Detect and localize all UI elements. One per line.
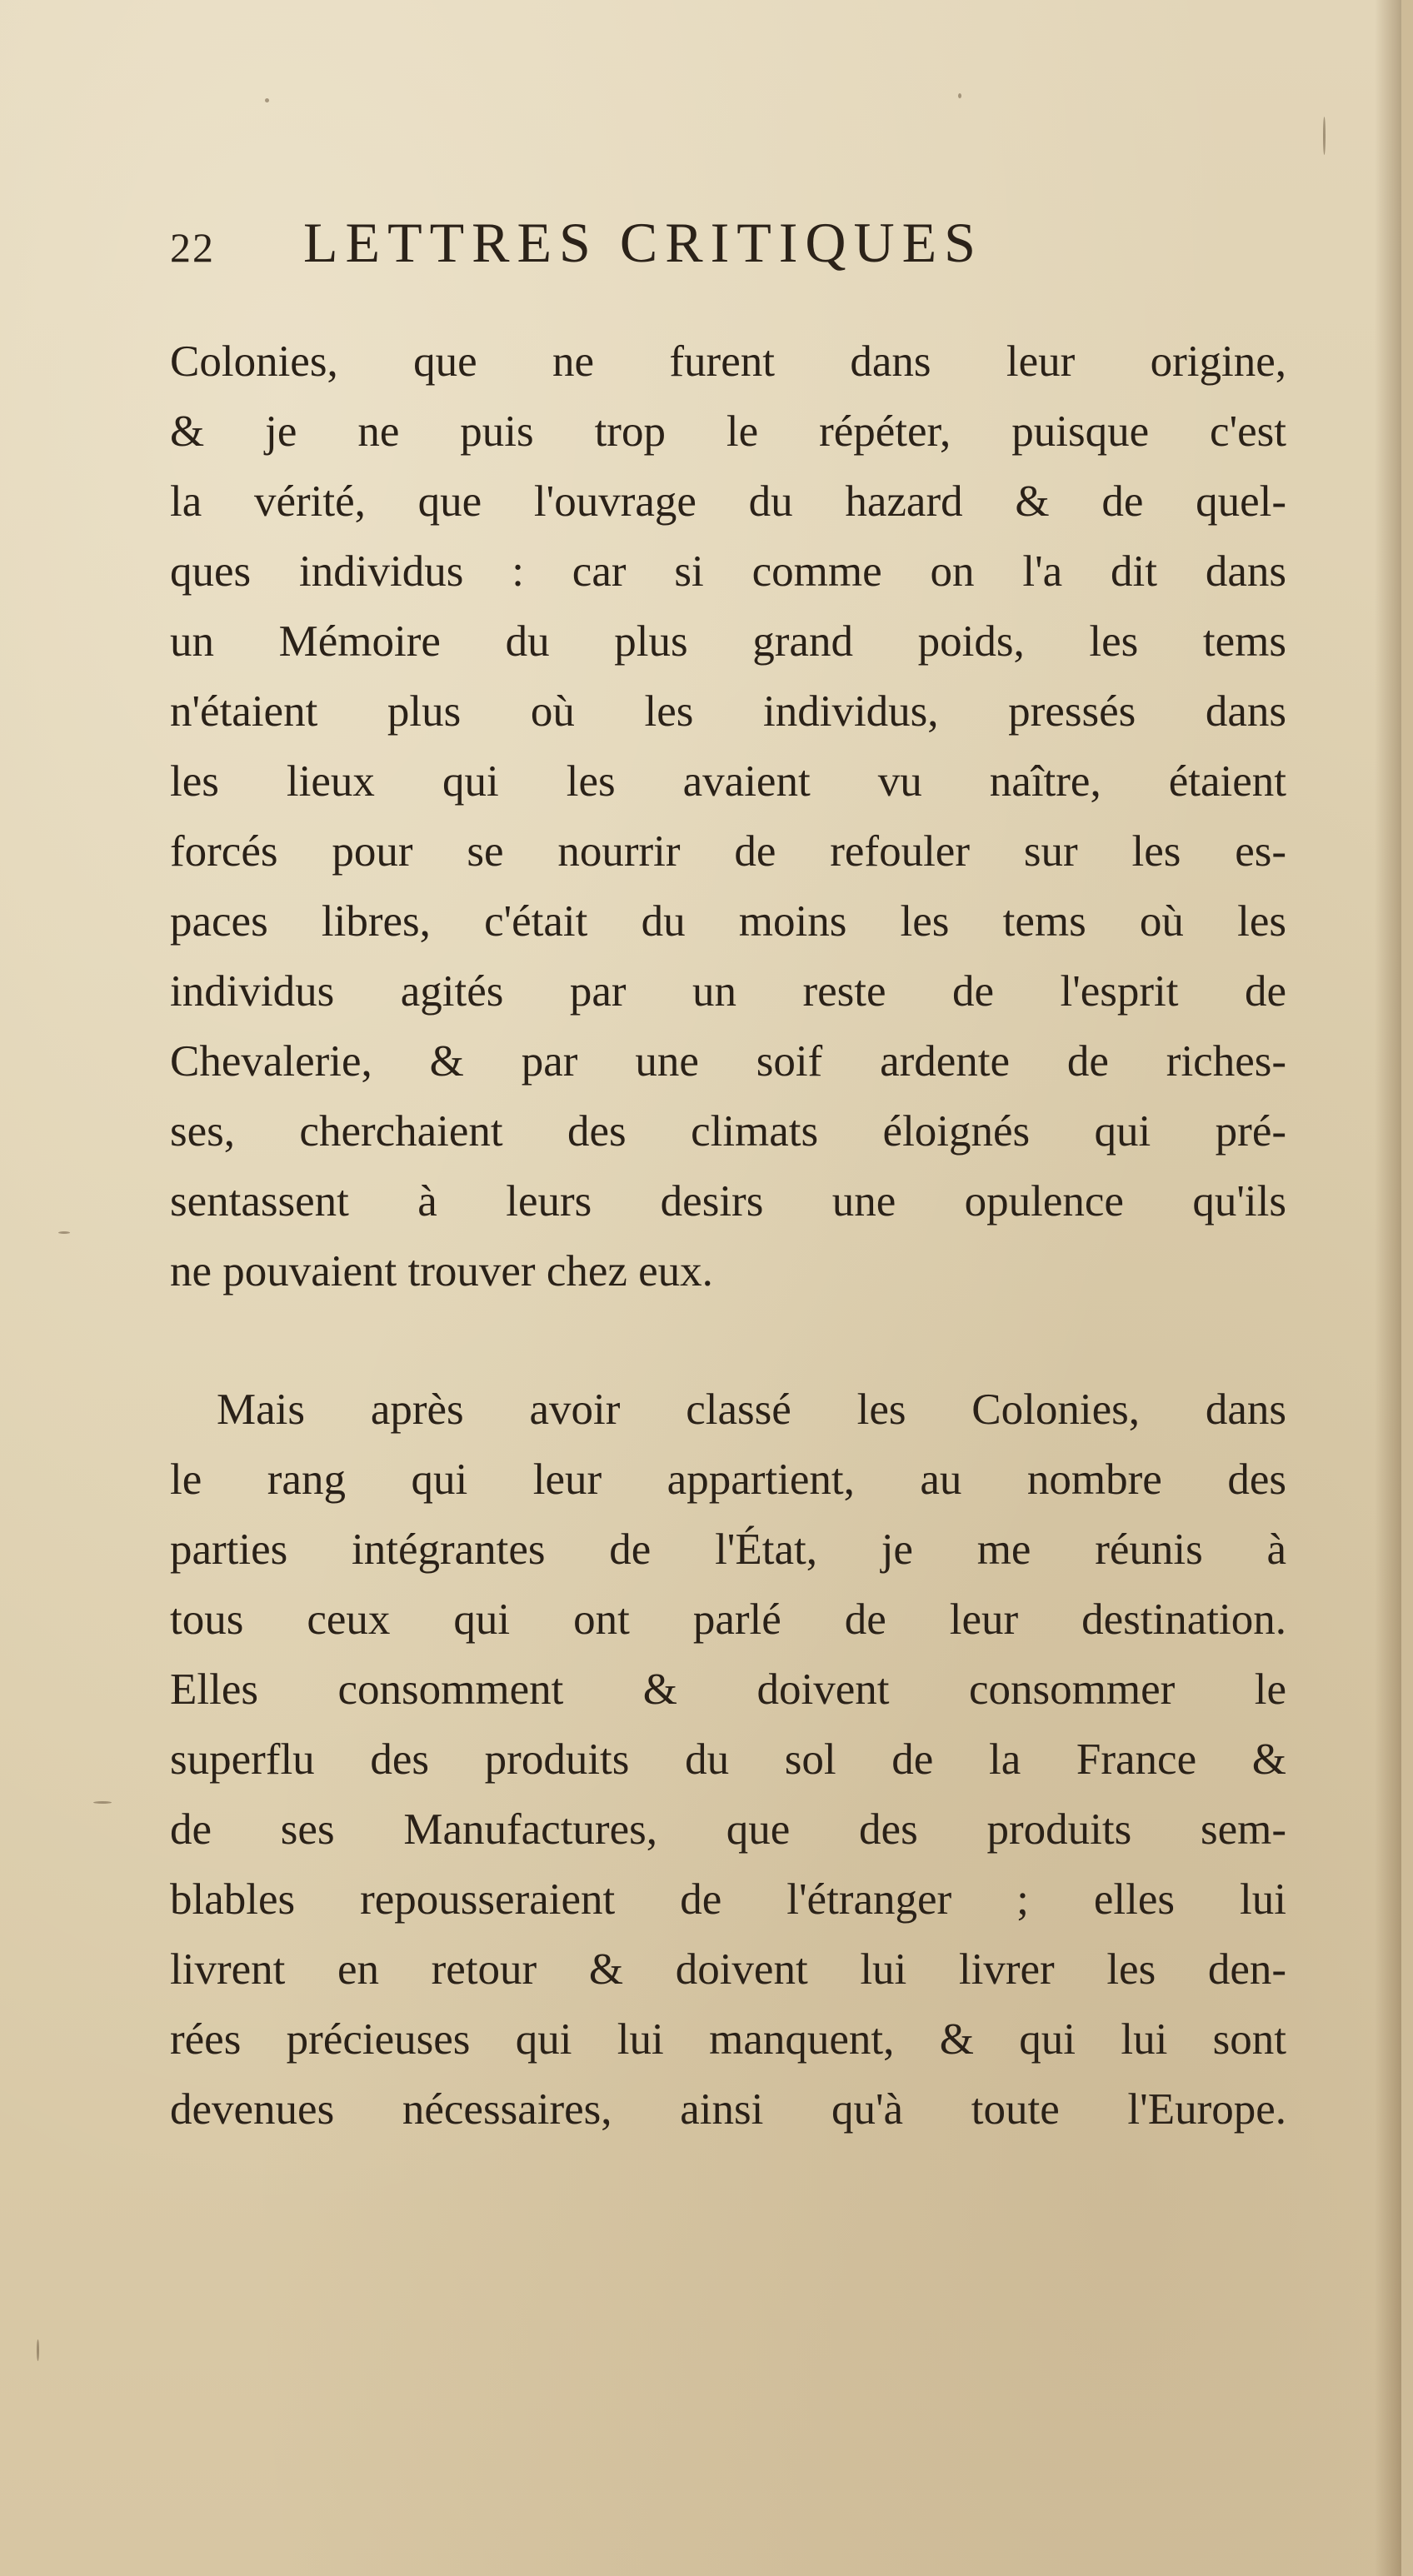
text-line: devenues nécessaires, ainsi qu'à toute l'Europe.	[170, 2085, 1286, 2134]
page-number: 22	[170, 224, 215, 271]
paper-speck	[58, 1231, 70, 1234]
paper-speck	[93, 1801, 112, 1804]
text-line: le rang qui leur appartient, au nombre des	[170, 1455, 1286, 1504]
page-edge	[1401, 0, 1413, 2576]
text-line: la vérité, que l'ouvrage du hazard & de quel-	[170, 477, 1286, 526]
text-line: Elles consomment & doivent consommer le	[170, 1665, 1286, 1714]
paper-speck	[37, 2339, 39, 2361]
text-line: forcés pour se nourrir de refouler sur les es-	[170, 827, 1286, 876]
text-line: paces libres, c'était du moins les tems où les	[170, 897, 1286, 946]
text-line: ne pouvaient trouver chez eux.	[170, 1247, 713, 1295]
running-title: LETTRES CRITIQUES	[303, 211, 983, 274]
text-line: Mais après avoir classé les Colonies, dans	[217, 1385, 1286, 1434]
text-line: rées précieuses qui lui manquent, & qui lui sont	[170, 2015, 1286, 2064]
text-line: blables repousseraient de l'étranger ; elles lui	[170, 1875, 1286, 1924]
text-line: les lieux qui les avaient vu naître, étaient	[170, 757, 1286, 806]
text-line: ques individus : car si comme on l'a dit dans	[170, 547, 1286, 596]
text-line: individus agités par un reste de l'esprit de	[170, 967, 1286, 1016]
text-line: sentassent à leurs desirs une opulence qu'ils	[170, 1177, 1286, 1226]
paper-speck	[1323, 117, 1326, 155]
text-line: tous ceux qui ont parlé de leur destination.	[170, 1595, 1286, 1644]
text-line: de ses Manufactures, que des produits sem-	[170, 1805, 1286, 1854]
text-line: & je ne puis trop le répéter, puisque c'est	[170, 407, 1286, 456]
text-line: livrent en retour & doivent lui livrer les den-	[170, 1945, 1286, 1994]
text-line: ses, cherchaient des climats éloignés qui pré-	[170, 1107, 1286, 1156]
text-line: Colonies, que ne furent dans leur origine,	[170, 337, 1286, 386]
paper-speck	[958, 93, 961, 98]
paragraph-1	[170, 327, 1286, 1306]
paragraph-2	[170, 1375, 1286, 2144]
text-line: n'étaient plus où les individus, pressés dans	[170, 687, 1286, 736]
text-line: Chevalerie, & par une soif ardente de riches-	[170, 1037, 1286, 1086]
text-line: superflu des produits du sol de la France &	[170, 1735, 1286, 1784]
paper-speck	[265, 98, 269, 102]
text-line: parties intégrantes de l'État, je me réunis à	[170, 1525, 1286, 1574]
text-line: un Mémoire du plus grand poids, les tems	[170, 617, 1286, 666]
running-header	[170, 210, 1278, 277]
